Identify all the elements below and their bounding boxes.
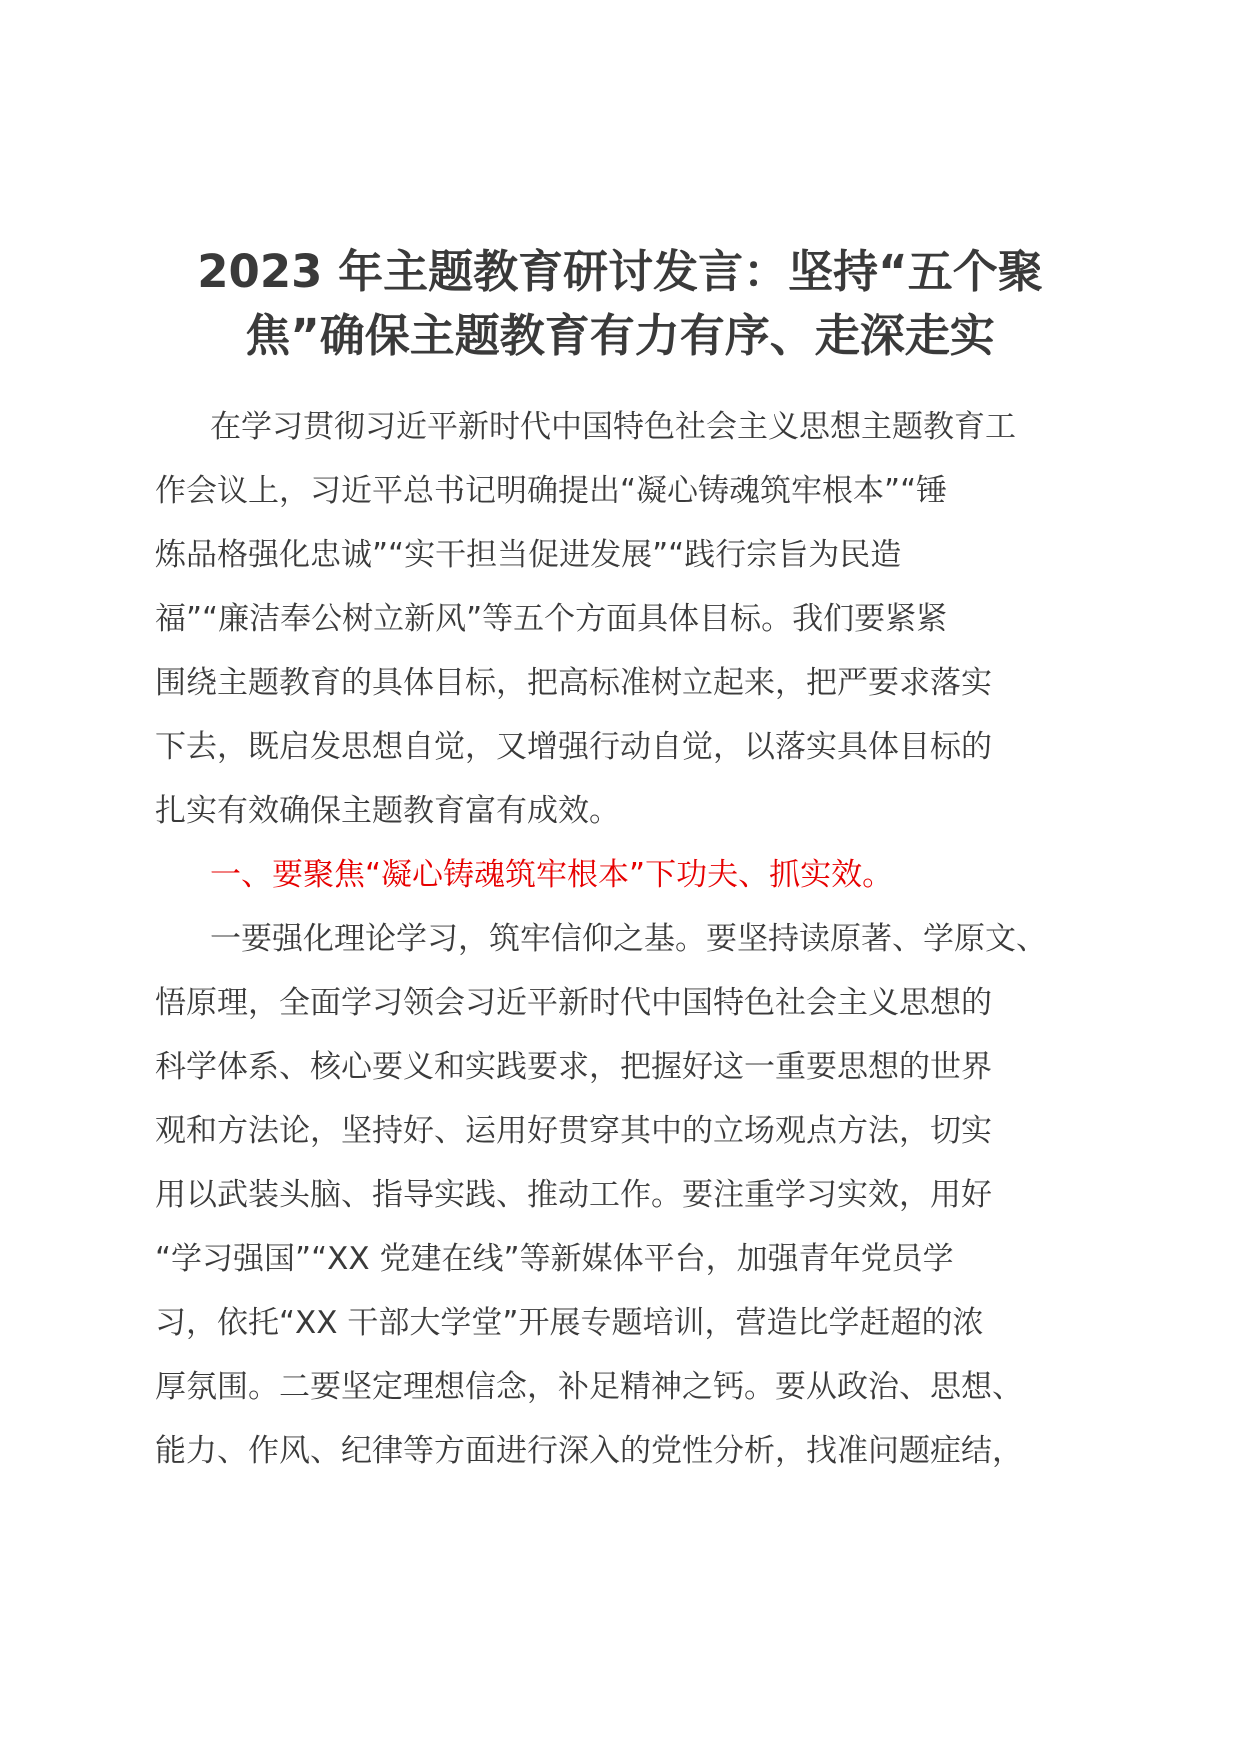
text-line: 能力、作风、纪律等方面进行深入的党性分析，找准问题症结， — [155, 1433, 1023, 1469]
paragraph-section-1 — [155, 907, 1095, 1483]
text-line: 悟原理，全面学习领会习近平新时代中国特色社会主义思想的 — [155, 985, 992, 1021]
title-line: 焦”确保主题教育有力有序、走深走实 — [245, 309, 995, 362]
text-line: 科学体系、核心要义和实践要求，把握好这一重要思想的世界 — [155, 1049, 992, 1085]
document-body — [155, 395, 1095, 1483]
text-line: 观和方法论，坚持好、运用好贯穿其中的立场观点方法，切实 — [155, 1113, 992, 1149]
paragraph-intro — [155, 395, 1095, 843]
text-line: 作会议上，习近平总书记明确提出“凝心铸魂筑牢根本”“锤 — [155, 473, 948, 509]
text-line: 下去，既启发思想自觉，又增强行动自觉，以落实具体目标的 — [155, 729, 992, 765]
text-line: 扎实有效确保主题教育富有成效。 — [155, 793, 620, 829]
text-line: 厚氛围。二要坚定理想信念，补足精神之钙。要从政治、思想、 — [155, 1369, 1023, 1405]
text-line: 用以武装头脑、指导实践、推动工作。要注重学习实效，用好 — [155, 1177, 992, 1213]
document-title — [150, 240, 1090, 368]
text-line: 围绕主题教育的具体目标，把高标准树立起来，把严要求落实 — [155, 665, 992, 701]
text-line: 炼品格强化忠诚”“实干担当促进发展”“践行宗旨为民造 — [155, 537, 902, 573]
text-line: “学习强国”“XX 党建在线”等新媒体平台，加强青年党员学 — [155, 1241, 954, 1277]
section-heading: 一、要聚焦“凝心铸魂筑牢根本”下功夫、抓实效。 — [210, 857, 894, 893]
text-line: 一要强化理论学习，筑牢信仰之基。要坚持读原著、学原文、 — [210, 921, 1047, 957]
title-line: 2023 年主题教育研讨发言：坚持“五个聚 — [197, 245, 1043, 298]
text-line: 福”“廉洁奉公树立新风”等五个方面具体目标。我们要紧紧 — [155, 601, 948, 637]
text-line: 在学习贯彻习近平新时代中国特色社会主义思想主题教育工 — [210, 409, 1016, 445]
text-line: 习，依托“XX 干部大学堂”开展专题培训，营造比学赶超的浓 — [155, 1305, 984, 1341]
